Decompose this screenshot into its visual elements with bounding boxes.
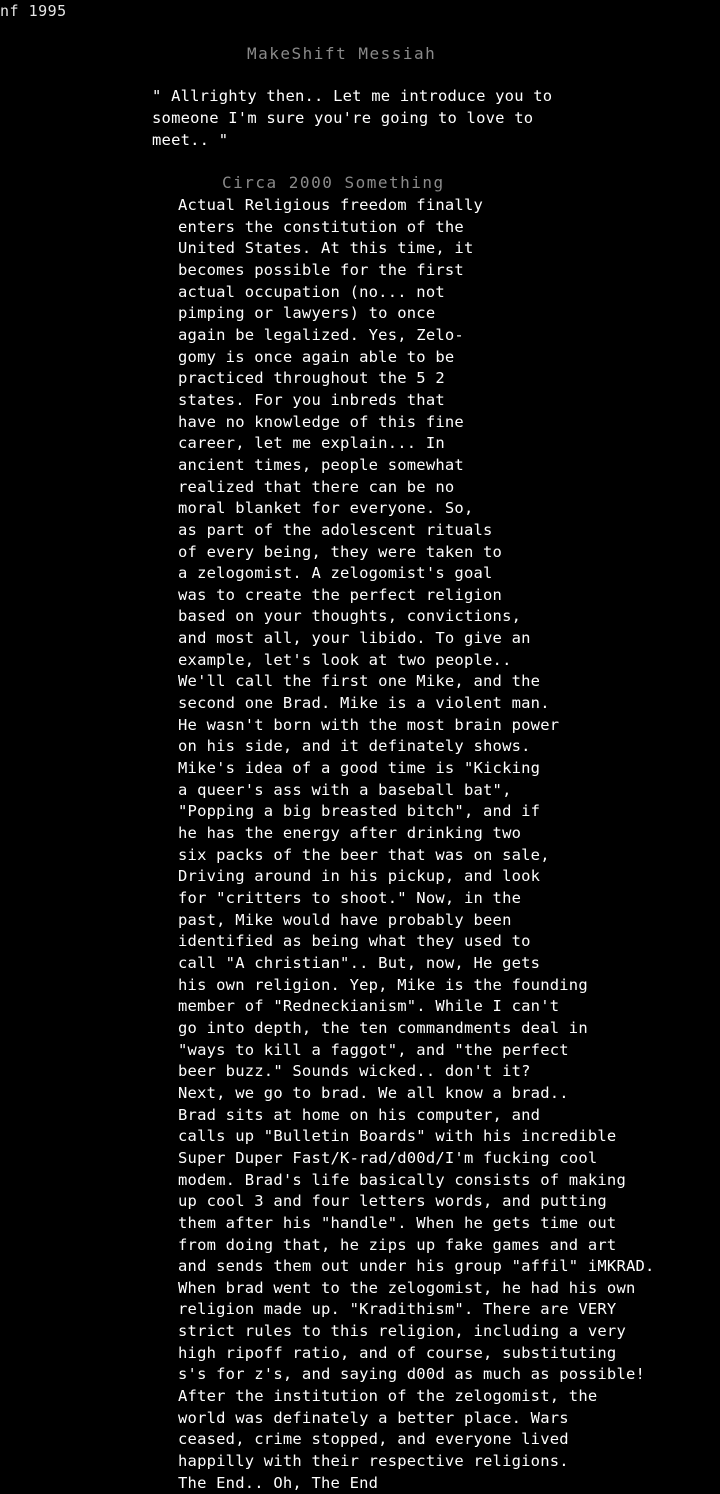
body-text-line: beer buzz." Sounds wicked.. don't it?	[178, 1062, 531, 1081]
body-text-line: up cool 3 and four letters words, and putting	[178, 1192, 607, 1211]
body-text-line: call "A christian".. But, now, He gets	[178, 953, 541, 972]
body-text-line: example, let's look at two people..	[178, 650, 512, 669]
body-text-line: and most all, your libido. To give an	[178, 629, 531, 648]
body-text-line: based on your thoughts, convictions,	[178, 607, 522, 626]
body-text-line: actual occupation (no... not	[178, 282, 445, 301]
body-text-line: was to create the perfect religion	[178, 585, 503, 604]
body-text-line: world was definately a better place. Wars	[178, 1408, 569, 1427]
body-text-line: modem. Brad's life basically consists of making	[178, 1170, 626, 1189]
body-text-line: his own religion. Yep, Mike is the founding	[178, 975, 588, 994]
body-text-line: strict rules to this religion, including a very	[178, 1322, 626, 1341]
body-text-line: from doing that, he zips up fake games and art	[178, 1235, 617, 1254]
body-text-line: second one Brad. Mike is a violent man.	[178, 694, 550, 713]
body-text-line: ancient times, people somewhat	[178, 455, 464, 474]
body-text-line: United States. At this time, it	[178, 239, 474, 258]
section-heading-circa-2000-something: Circa 2000 Something	[222, 173, 445, 192]
body-text-line: moral blanket for everyone. So,	[178, 499, 474, 518]
body-text-line: enters the constitution of the	[178, 217, 464, 236]
body-text-line: six packs of the beer that was on sale,	[178, 845, 550, 864]
body-text-line: career, let me explain... In	[178, 434, 445, 453]
body-text-line: Driving around in his pickup, and look	[178, 867, 541, 886]
intro-quote-text: " Allrighty then.. Let me introduce you to someone I'm sure you're going to love to meet.. "	[152, 87, 562, 149]
corner-note: nf 1995	[0, 2, 67, 20]
body-text-line: pimping or lawyers) to once	[178, 304, 436, 323]
body-text-line: on his side, and it definately shows.	[178, 737, 531, 756]
body-text-line: a queer's ass with a baseball bat",	[178, 780, 512, 799]
body-text-line: religion made up. "Kradithism". There are VERY	[178, 1300, 617, 1319]
body-text-line: We'll call the first one Mike, and the	[178, 672, 541, 691]
body-text-line: have no knowledge of this fine	[178, 412, 464, 431]
body-text-line: them after his "handle". When he gets time out	[178, 1213, 617, 1232]
body-text-line: calls up "Bulletin Boards" with his incredible	[178, 1127, 617, 1146]
body-text-line: he has the energy after drinking two	[178, 824, 522, 843]
body-text-line: Mike's idea of a good time is "Kicking	[178, 759, 541, 778]
body-text-line: happilly with their respective religions.	[178, 1452, 569, 1471]
body-text-line: of every being, they were taken to	[178, 542, 503, 561]
body-text-line: "Popping a big breasted bitch", and if	[178, 802, 541, 821]
body-text-line: The End.. Oh, The End	[178, 1473, 379, 1492]
body-text-line: Next, we go to brad. We all know a brad..	[178, 1083, 569, 1102]
body-text-block	[178, 195, 655, 1494]
body-text-line: states. For you inbreds that	[178, 390, 445, 409]
body-text-line: go into depth, the ten commandments deal in	[178, 1018, 588, 1037]
body-text-line: ceased, crime stopped, and everyone lived	[178, 1430, 569, 1449]
body-text-line: past, Mike would have probably been	[178, 910, 512, 929]
body-text-line: Super Duper Fast/K-rad/d00d/I'm fucking cool	[178, 1148, 598, 1167]
body-text-line: gomy is once again able to be	[178, 347, 455, 366]
body-text-line: as part of the adolescent rituals	[178, 520, 493, 539]
body-text-line: a zelogomist. A zelogomist's goal	[178, 564, 493, 583]
body-text-line: realized that there can be no	[178, 477, 455, 496]
body-text-line: He wasn't born with the most brain power	[178, 715, 560, 734]
body-text-line: s's for z's, and saying d00d as much as possible!	[178, 1365, 646, 1384]
body-text-line: identified as being what they used to	[178, 932, 531, 951]
body-text-line: high ripoff ratio, and of course, substituting	[178, 1343, 617, 1362]
body-text-line: Brad sits at home on his computer, and	[178, 1105, 541, 1124]
body-text-line: Actual Religious freedom finally	[178, 196, 484, 214]
body-text-line: becomes possible for the first	[178, 260, 464, 279]
body-text-line: for "critters to shoot." Now, in the	[178, 889, 522, 907]
body-text-line: practiced throughout the 5 2	[178, 369, 445, 388]
section-heading-makeshift-messiah: MakeShift Messiah	[247, 44, 437, 63]
body-text-line: and sends them out under his group "affil" iMKRAD.	[178, 1257, 655, 1276]
body-text-line: "ways to kill a faggot", and "the perfect	[178, 1040, 569, 1059]
body-text-line: again be legalized. Yes, Zelo-	[178, 325, 464, 344]
body-text-line: When brad went to the zelogomist, he had his own	[178, 1278, 636, 1297]
body-text-line: After the institution of the zelogomist, the	[178, 1387, 598, 1406]
body-text-line: member of "Redneckianism". While I can't	[178, 997, 560, 1016]
